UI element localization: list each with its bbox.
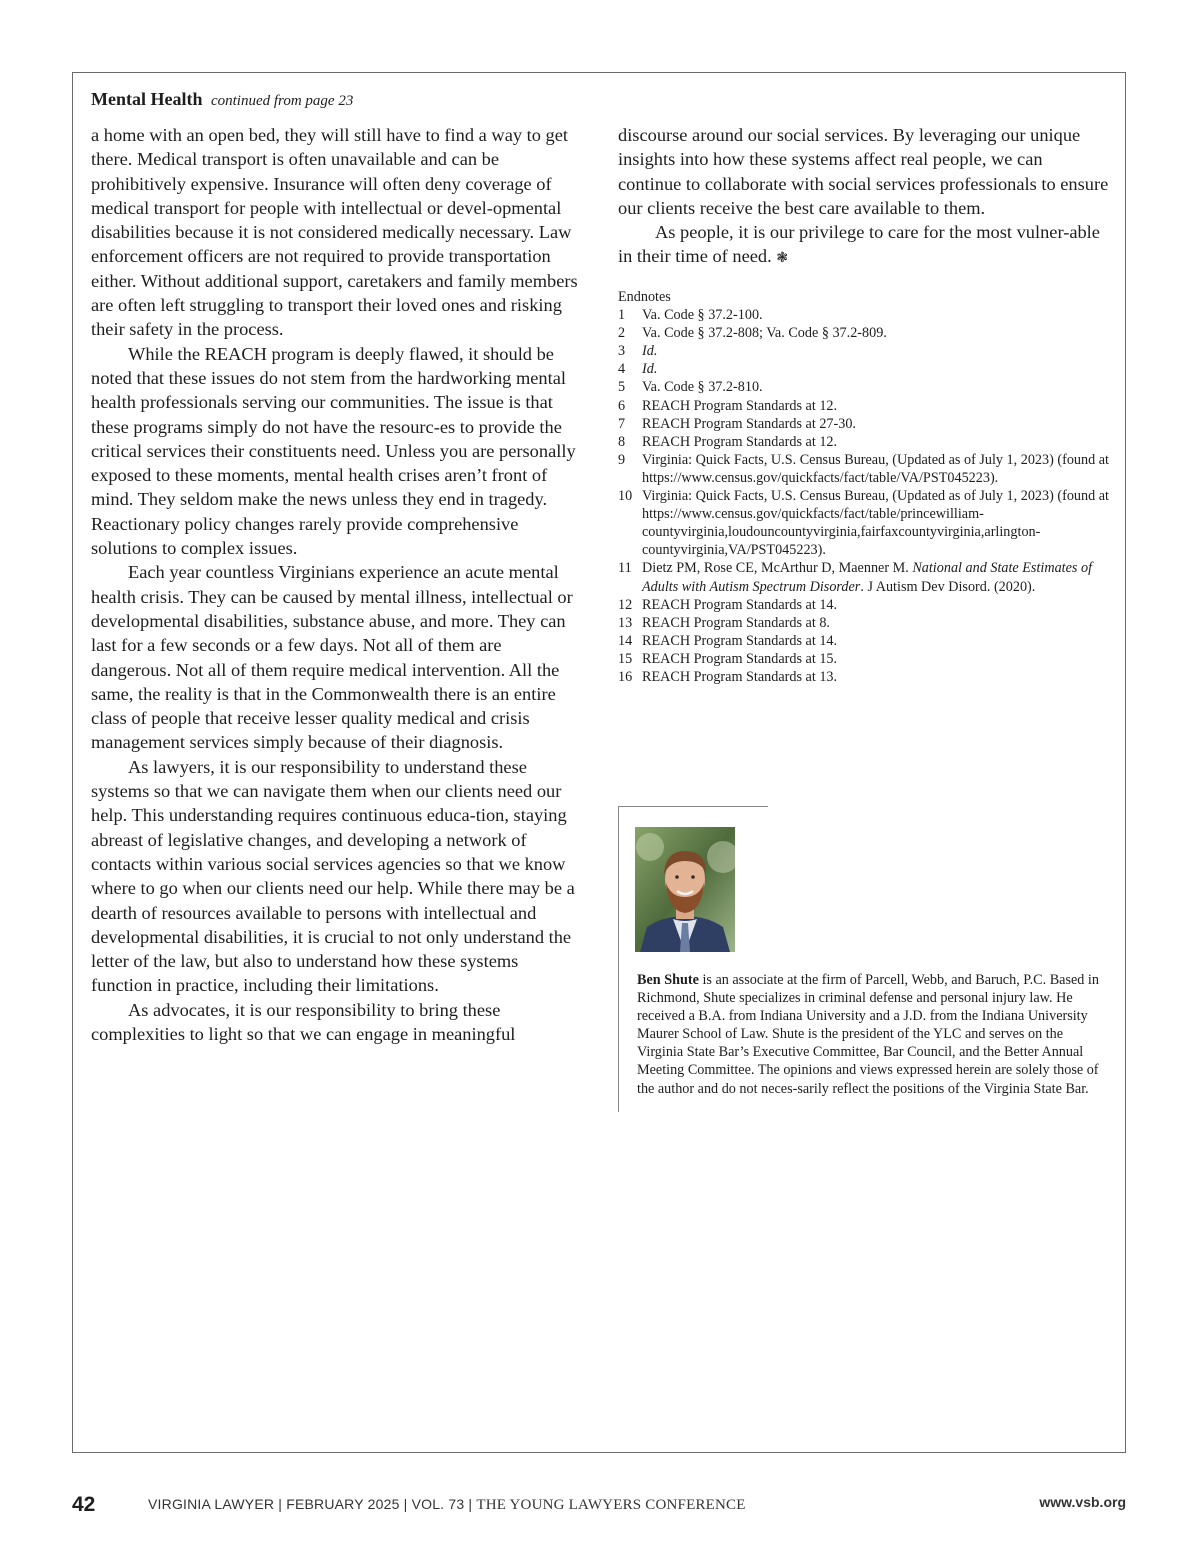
paragraph: Each year countless Virginians experience an acute mental health crisis. They can be caused by mental illness, intellectual or developmental disabilities, substance abuse, and more. They can last for a few seconds or a few days. Not all of them are dangerous. Not all of them require medical intervention. All the same, the reality is that in the Commonwealth there is an entire class of people that receive lesser quality medical and crisis management services simply because of their diagnosis. [91,562,573,753]
endnote-item [618,559,1113,595]
endnote-text: REACH Program Standards at 12. [642,397,838,414]
endnote-authors: Dietz PM, Rose CE, McArthur D, Maenner M. [642,560,909,577]
endnote-number: 16 [618,668,633,685]
paragraph: As advocates, it is our responsibility to bring these complexities to light so that we can engage in meaningful [91,999,516,1044]
paragraph: While the REACH program is deeply flawed, it should be noted that these issues do not stem from the hardworking mental health professionals serving our communities. The issue is that these programs simply do not have the resourc-es to provide the critical services their constituents need. Unless you are personally exposed to these moments, mental health crises aren’t front of mind. They seldom make the news unless they end in tragedy. Reactionary policy changes rarely provide comprehensive solutions to complex issues. [91,343,576,559]
left-column [91,123,583,1046]
endnote-number: 14 [618,632,633,649]
endnote-text: REACH Program Standards at 14. [642,596,838,613]
endnote-text: Va. Code § 37.2-808; Va. Code § 37.2-809. [642,325,887,342]
endnote-item [618,433,1113,451]
endnote-text [642,559,1113,595]
endnote-number: 15 [618,650,633,667]
endnote-item [618,306,1113,324]
publication-info: VIRGINIA LAWYER | FEBRUARY 2025 | VOL. 73 | [148,1496,473,1512]
closing-sentence: As people, it is our privilege to care for the most vulner-able in their time of need. [618,222,1100,267]
endnote-number: 6 [618,397,626,414]
endnote-item [618,596,1113,614]
footer-url: www.vsb.org [1039,1494,1126,1510]
endnote-item [618,614,1113,632]
continued-note: continued from page 23 [210,93,354,109]
endnote-number: 10 [618,488,633,505]
endnote-text: REACH Program Standards at 14. [642,632,838,649]
endnote-text: Va. Code § 37.2-810. [642,379,763,396]
endnote-item [618,415,1113,433]
endnote-text: Virginia: Quick Facts, U.S. Census Bureau, (Updated as of July 1, 2023) (found at https://www.census.gov/quickfacts/fact/table/VA/PST045223). [642,451,1110,486]
endnote-number: 7 [618,415,626,432]
author-name: Ben Shute [637,972,699,988]
endnotes-title: Endnotes [618,289,671,305]
endnote-item [618,342,1113,360]
endnote-text: REACH Program Standards at 12. [642,433,838,450]
endnote-text: REACH Program Standards at 13. [642,668,838,685]
bio-rule-left [618,806,619,1112]
endnote-number: 1 [618,307,626,324]
endnote-text: Id. [642,343,658,360]
article-topic: Mental Health [91,89,203,109]
endnotes-list [618,306,1113,686]
endnote-number: 2 [618,325,626,342]
author-bio [637,971,1109,1098]
endnote-text: Va. Code § 37.2-100. [642,307,763,324]
author-photo [635,827,735,952]
endnote-text: REACH Program Standards at 27-30. [642,415,856,432]
endnote-number: 9 [618,451,626,468]
endnote-number: 8 [618,433,626,450]
endnote-item [618,397,1113,415]
endnote-number: 13 [618,614,633,631]
endnote-item [618,451,1113,487]
endnotes [618,288,1113,686]
endnote-number: 5 [618,379,626,396]
section-name: THE YOUNG LAWYERS CONFERENCE [476,1497,746,1513]
endnote-text: REACH Program Standards at 8. [642,614,830,631]
endnote-number: 4 [618,361,626,378]
endnote-item [618,324,1113,342]
endnote-item [618,487,1113,559]
author-portrait-image [635,827,735,952]
endnote-item [618,650,1113,668]
endnote-number: 11 [618,560,632,577]
bio-rule-top [618,806,768,807]
paragraph [618,220,1110,271]
endnote-text: Virginia: Quick Facts, U.S. Census Bureau, (Updated as of July 1, 2023) (found at https://www.census.gov/quickfacts/fact/table/princewilliam-countyvirginia,loudouncountyvirginia,fairfaxcountyvirginia,arlington-countyvirginia,VA/PST045223). [642,488,1110,559]
endnote-item [618,632,1113,650]
endnote-item [618,378,1113,396]
endnote-number: 12 [618,596,633,613]
end-mark-icon: ❃ [776,250,789,267]
endnote-work-title: National and State Estimates of Adults with Autism Spectrum Disorder [642,560,1093,595]
author-bio-text: is an associate at the firm of Parcell, Webb, and Baruch, P.C. Based in Richmond, Shute specializes in criminal defense and personal injury law. He received a B.A. from Indiana University and a J.D. from the Indiana University Maurer School of Law. Shute is the president of the YLC and serves on the Virginia State Bar’s Executive Committee, Bar Council, and the Better Annual Meeting Committee. The opinions and views expressed herein are solely those of the author and do not neces-sarily reflect the positions of the Virginia State Bar. [637,972,1099,1097]
endnote-journal: . J Autism Dev Disord. (2020). [860,578,1036,595]
endnote-text: REACH Program Standards at 15. [642,650,838,667]
footer-publication [148,1496,746,1514]
article-header [91,89,353,110]
page-number: 42 [72,1493,96,1516]
endnote-item [618,360,1113,378]
endnote-text: Id. [642,361,658,378]
paragraph: As lawyers, it is our responsibility to understand these systems so that we can navigate them when our clients need our help. This understanding requires continuous educa-tion, staying abreast of legislative changes, and developing a network of contacts within various social services agencies so that we know where to go when our clients need our help. While there may be a dearth of resources available to persons with intellectual and developmental disabilities, it is crucial to not only understand the letter of the law, but also to understand how these systems function in practice, including their limitations. [91,756,575,996]
endnote-item [618,668,1113,686]
paragraph: a home with an open bed, they will still have to find a way to get there. Medical transport is often unavailable and can be prohibitively expensive. Insurance will often deny coverage of medical transport for people with intellectual or devel-opmental disabilities because it is not considered medically necessary. Law enforcement officers are not required to provide transportation either. Without additional support, caretakers and family members are often left struggling to transport their loved ones and risking their safety in the process. [91,125,578,340]
right-column [618,123,1110,271]
paragraph: discourse around our social services. By leveraging our unique insights into how these systems affect real people, we can continue to collaborate with social services professionals to ensure our clients receive the best care available to them. [618,125,1109,218]
endnote-number: 3 [618,343,626,360]
